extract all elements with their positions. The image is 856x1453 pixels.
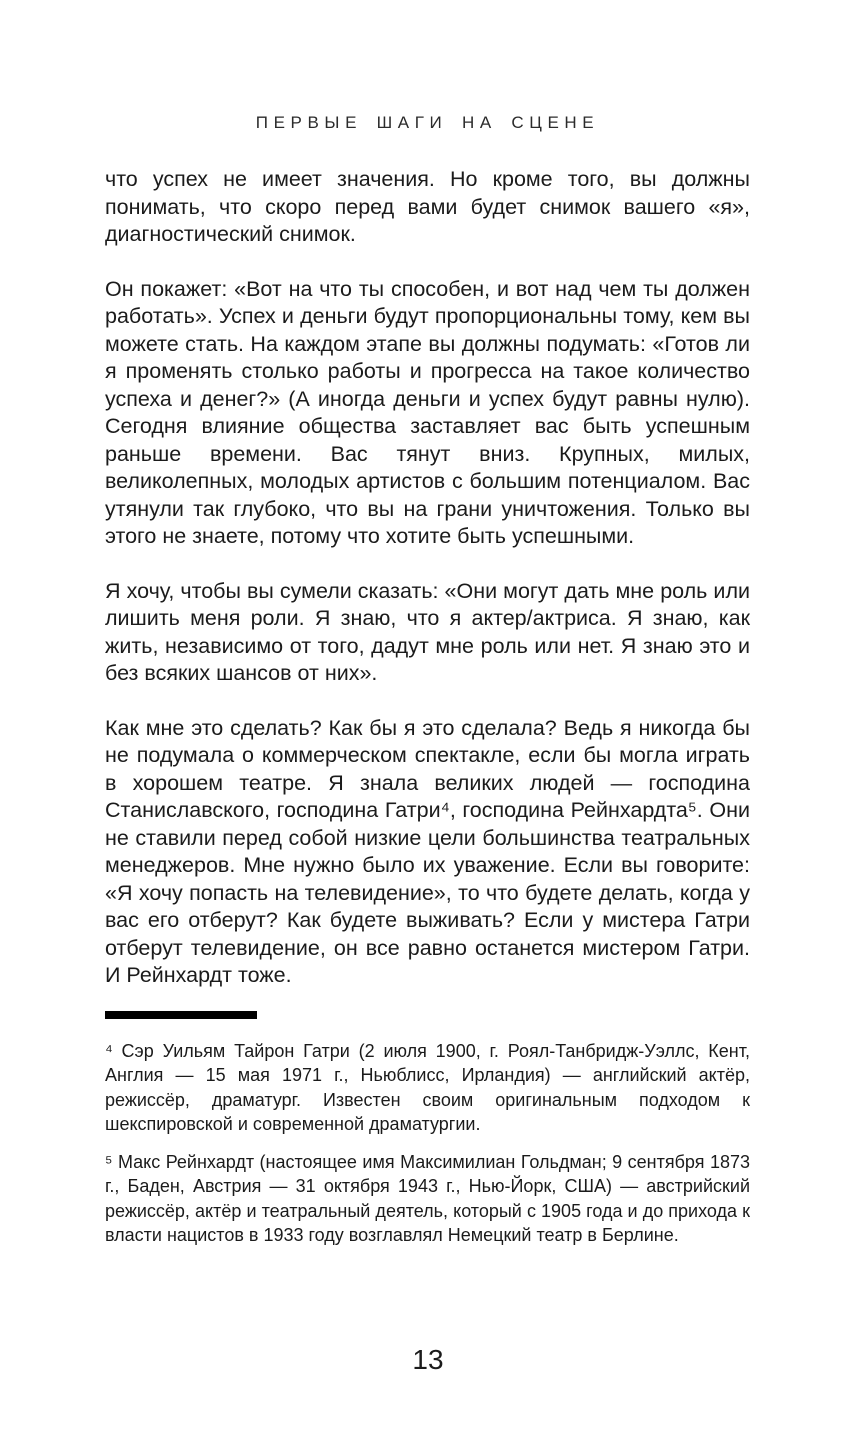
footnotes bbox=[105, 1039, 750, 1248]
page-number: 13 bbox=[412, 1344, 444, 1375]
paragraph-2: Он покажет: «Вот на что ты способен, и вот над чем ты должен работать». Успех и деньги будут пропорциональны тому, кем вы можете стать. На каждом этапе вы должны подумать: «Готов ли я променять столько работы и прогресса на такое количество успеха и денег?» (А иногда деньги и успех будут равны нулю). Сегодня влияние общества заставляет вас быть успешным раньше времени. Вас тянут вниз. Крупных, милых, великолепных, молодых артистов с большим потенциалом. Вас утянули так глубоко, что вы на грани уничтожения. Только вы этого не знаете, потому что хотите быть успешными. bbox=[105, 276, 750, 548]
paragraph-3: Я хочу, чтобы вы сумели сказать: «Они могут дать мне роль или лишить меня роли. Я знаю, что я актер/актриса. Я знаю, как жить, независимо от того, дадут мне роль или нет. Я знаю это и без всяких шансов от них». bbox=[105, 578, 750, 685]
footnote-5: ⁵ Макс Рейнхардт (настоящее имя Максимилиан Гольдман; 9 сентября 1873 г., Баден, Австрия — 31 октября 1943 г., Нью-Йорк, США) — австрийский режиссёр, актёр и театральный деятель, который с 1905 года и до прихода к власти нацистов в 1933 году возглавлял Немецкий театр в Берлине. bbox=[105, 1151, 750, 1245]
running-header: ПЕРВЫЕ ШАГИ НА СЦЕНЕ bbox=[255, 113, 600, 132]
body-text bbox=[105, 166, 750, 990]
paragraph-4: Как мне это сделать? Как бы я это сделала? Ведь я никогда бы не подумала о коммерческом спектакле, если бы могла играть в хорошем театре. Я знала великих людей — господина Станиславского, господина Гатри⁴, господина Рейнхардта⁵. Они не ставили перед собой низкие цели большинства театральных менеджеров. Мне нужно было их уважение. Если вы говорите: «Я хочу попасть на телевидение», то что будете делать, когда у вас его отберут? Как будете выживать? Если у мистера Гатри отберут телевидение, он все равно останется мистером Гатри. И Рейнхардт тоже. bbox=[105, 715, 750, 987]
footnote-separator-rule bbox=[105, 1011, 257, 1019]
footnote-4: ⁴ Сэр Уильям Тайрон Гатри (2 июля 1900, г. Роял-Танбридж-Уэллс, Кент, Англия — 15 мая 1971 г., Ньюблисс, Ирландия) — английский актёр, режиссёр, драматург. Известен своим оригинальным подходом к шекспировской и современной драматургии. bbox=[105, 1040, 750, 1134]
paragraph-1: что успех не имеет значения. Но кроме того, вы должны понимать, что скоро перед вами будет снимок вашего «я», диагностический снимок. bbox=[105, 167, 750, 246]
